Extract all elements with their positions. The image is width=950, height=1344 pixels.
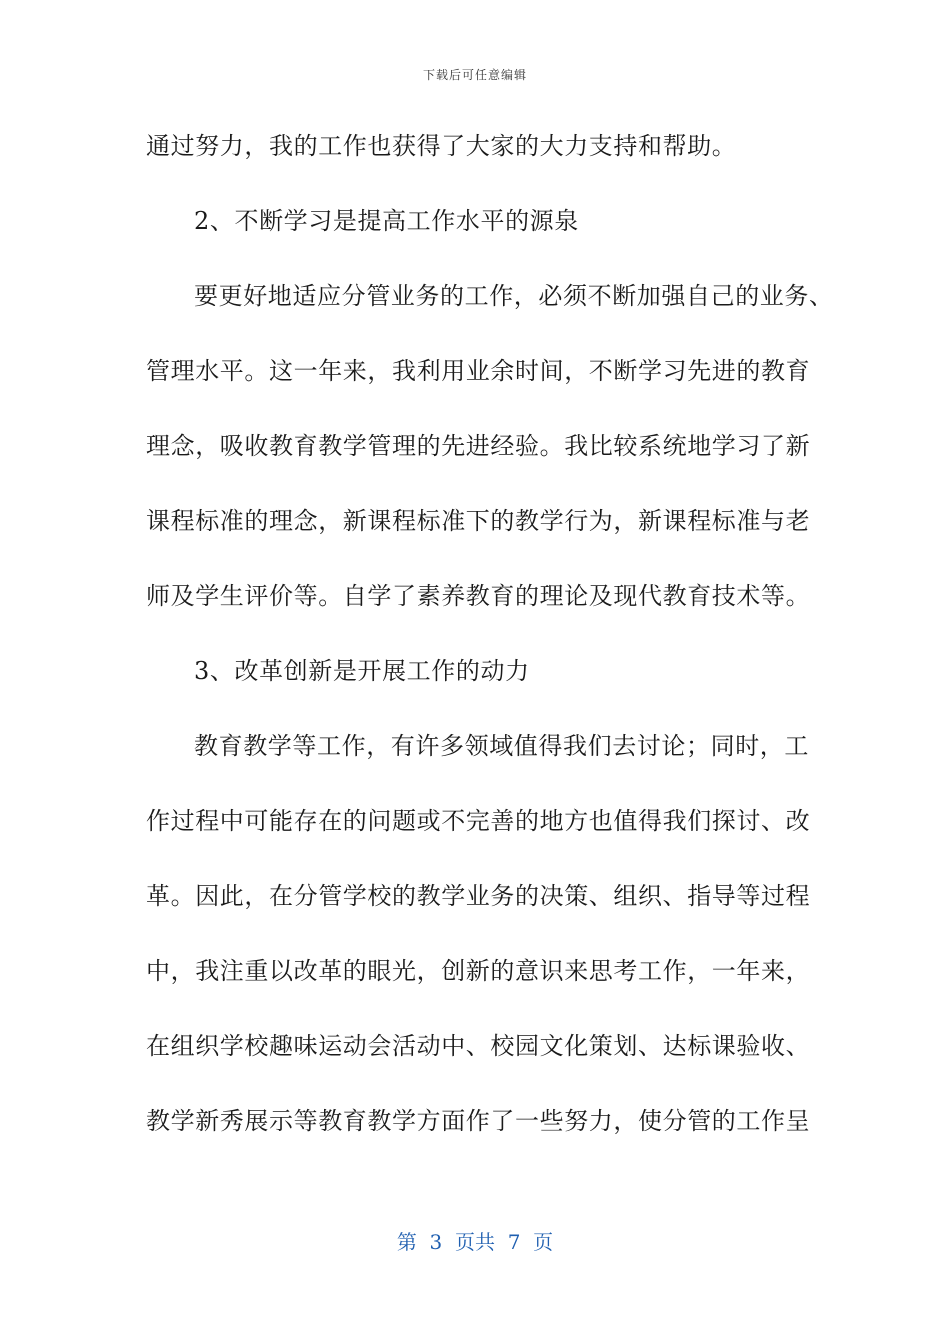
body-line-5: 理念，吸收教育教学管理的先进经验。我比较系统地学习了新	[146, 432, 811, 460]
body-line-6: 课程标准的理念，新课程标准下的教学行为，新课程标准与老	[146, 507, 811, 535]
page-header: 下载后可任意编辑	[422, 68, 527, 82]
body-line-14: 教学新秀展示等教育教学方面作了一些努力，使分管的工作呈	[146, 1107, 811, 1135]
body-line-4: 管理水平。这一年来，我利用业余时间，不断学习先进的教育	[146, 357, 811, 385]
page-number-footer: 第 3 页共 7 页	[396, 1230, 554, 1254]
body-line-9: 教育教学等工作，有许多领域值得我们去讨论；同时，工	[194, 732, 809, 760]
section-heading-2: 2、不断学习是提高工作水平的源泉	[194, 207, 579, 235]
section-heading-3: 3、改革创新是开展工作的动力	[194, 657, 530, 685]
body-line-10: 作过程中可能存在的问题或不完善的地方也值得我们探讨、改	[146, 807, 811, 835]
body-line-11: 革。因此，在分管学校的教学业务的决策、组织、指导等过程	[146, 882, 811, 910]
body-line-1: 通过努力，我的工作也获得了大家的大力支持和帮助。	[146, 132, 737, 160]
body-line-12: 中，我注重以改革的眼光，创新的意识来思考工作，一年来，	[146, 957, 811, 985]
body-line-7: 师及学生评价等。自学了素养教育的理论及现代教育技术等。	[146, 582, 811, 610]
body-line-13: 在组织学校趣味运动会活动中、校园文化策划、达标课验收、	[146, 1032, 811, 1060]
body-line-3: 要更好地适应分管业务的工作，必须不断加强自己的业务、	[194, 282, 834, 310]
